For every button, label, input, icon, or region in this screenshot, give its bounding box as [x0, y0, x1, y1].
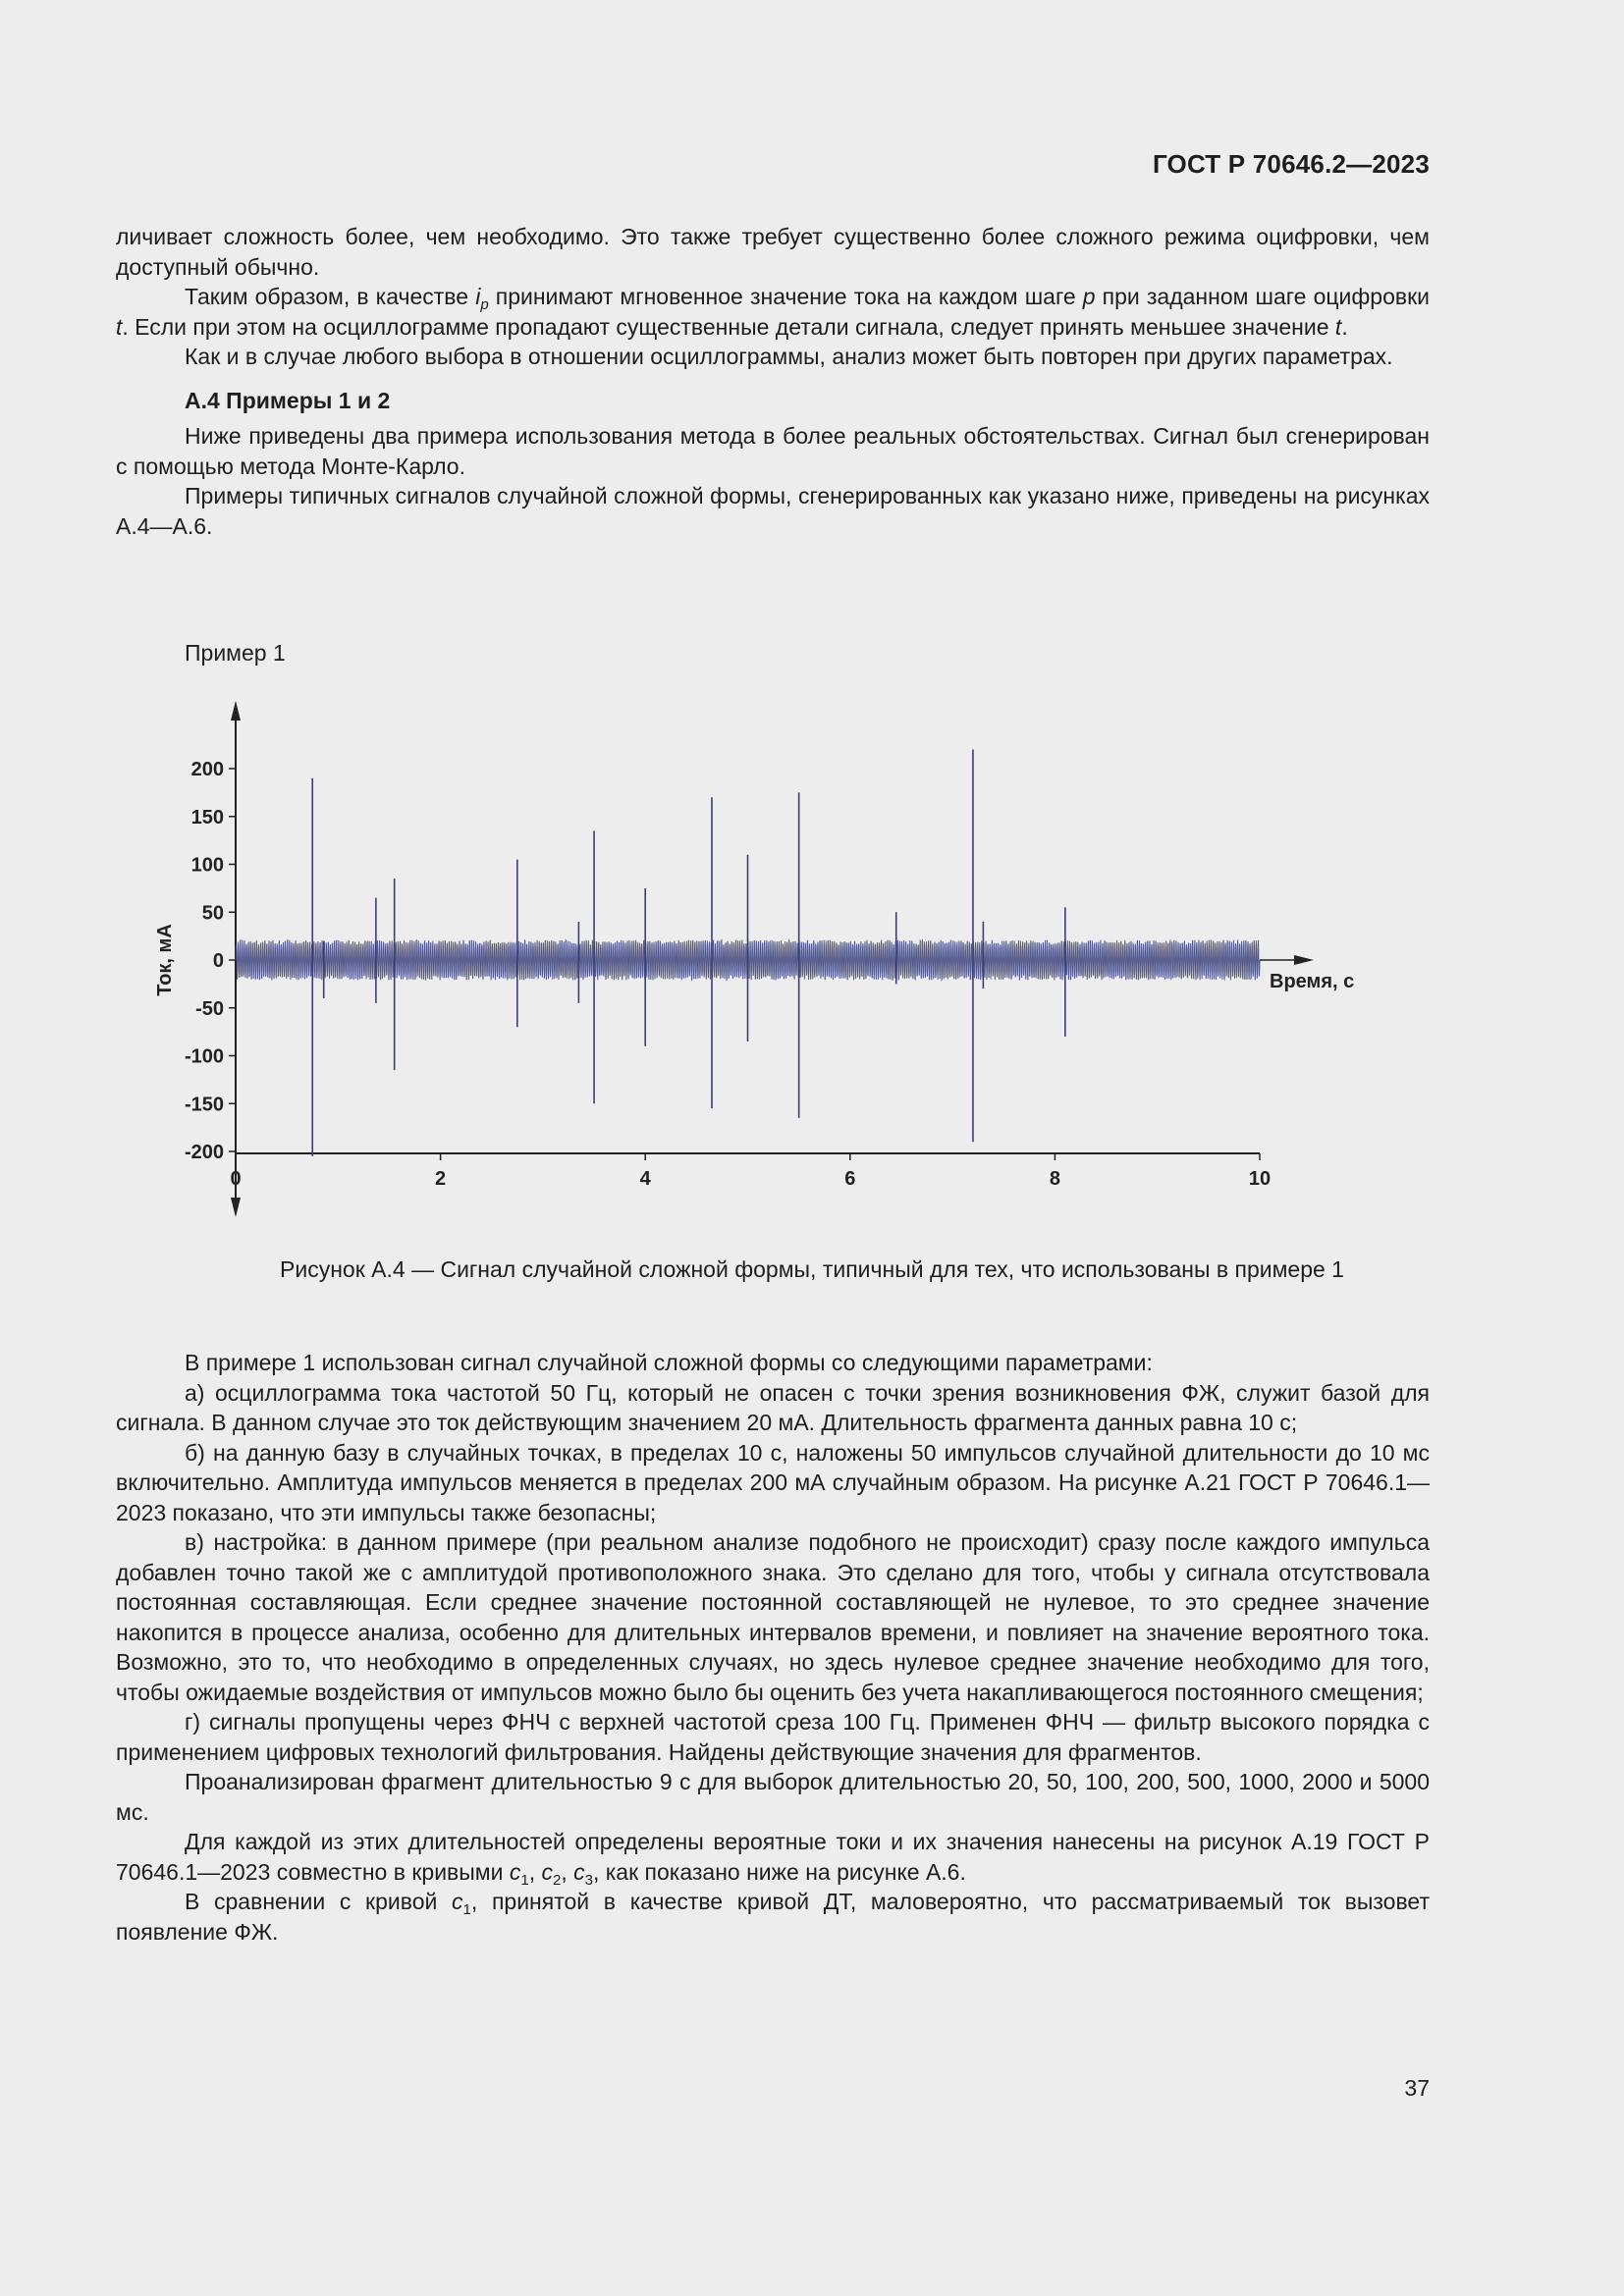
- x-axis-label: Время, с: [1270, 971, 1355, 992]
- list-item-a: а) осциллограмма тока частотой 50 Гц, который не опасен с точки зрения возникновения ФЖ, служит базой для сигнала. В данном случае это ток действующим значением 20 мА. Длительность фрагмента данных равна 10 с;: [116, 1379, 1430, 1435]
- y-tick-label: 50: [201, 902, 224, 925]
- y-axis-arrow-down: [231, 1198, 241, 1217]
- body-paragraph-1: В примере 1 использован сигнал случайной сложной формы со следующими параметрами:: [185, 1350, 1153, 1375]
- x-tick-label: 2: [435, 1168, 447, 1190]
- y-tick-label: -50: [195, 997, 224, 1020]
- intro-text: [116, 222, 1430, 541]
- body-paragraph-2: Проанализирован фрагмент длительностью 9 с для выборок длительностью 20, 50, 100, 200, 500, 1000, 2000 и 5000 мс.: [116, 1769, 1430, 1825]
- body-paragraph-4: В сравнении с кривой $c_1$, принятой в качестве кривой ДТ, маловероятно, что рассматриваемый ток вызовет появление ФЖ.: [116, 1889, 1430, 1945]
- y-tick-label: 150: [190, 806, 224, 828]
- y-tick-label: 0: [212, 950, 224, 972]
- time-axis-arrow: [1294, 955, 1314, 965]
- y-tick-label: 200: [190, 759, 224, 780]
- standard-header: ГОСТ Р 70646.2—2023: [1152, 149, 1430, 179]
- x-tick-label: 6: [844, 1168, 856, 1190]
- section-paragraph-2: Примеры типичных сигналов случайной сложной формы, сгенерированных как указано ниже, приведены на рисунках А.4—А.6.: [116, 483, 1430, 539]
- section-title: А.4 Примеры 1 и 2: [185, 387, 391, 413]
- y-tick-label: 100: [190, 854, 224, 877]
- figure-caption: Рисунок А.4 — Сигнал случайной сложной формы, типичный для тех, что использованы в примере 1: [280, 1256, 1344, 1282]
- signal-chart: [137, 687, 1375, 1237]
- intro-paragraph-2: Таким образом, в качестве $i_p$ принимают мгновенное значение тока на каждом шаге p при заданном шаге оцифровки t. Если при этом на осциллограмме пропадают существенные детали сигнала, следует принять меньшее значение t.: [116, 284, 1431, 340]
- x-tick-label: 8: [1049, 1168, 1060, 1190]
- list-item-g: г) сигналы пропущены через ФНЧ с верхней частотой среза 100 Гц. Применен ФНЧ — фильтр высокого порядка с применением цифровых технологий фильтрования. Найдены действующие значения для фрагментов.: [116, 1709, 1430, 1765]
- x-tick-label: 4: [639, 1168, 651, 1190]
- y-tick-label: -150: [184, 1094, 224, 1116]
- intro-paragraph-3: Как и в случае любого выбора в отношении осциллограммы, анализ может быть повторен при других параметрах.: [185, 344, 1393, 369]
- section-paragraph-1: Ниже приведены два примера использования метода в более реальных обстоятельствах. Сигнал был сгенерирован с помощью метода Монте-Карло.: [116, 423, 1430, 479]
- y-axis-arrow-up: [231, 701, 241, 721]
- x-tick-label: 0: [230, 1168, 242, 1190]
- example-label: Пример 1: [185, 640, 286, 666]
- body-paragraph-3: Для каждой из этих длительностей определены вероятные токи и их значения нанесены на рисунок А.19 ГОСТ Р 70646.1—2023 совместно в кривыми $c_1$, $c_2$, $c_3$, как показано ниже на рисунке А.6.: [116, 1829, 1430, 1889]
- y-tick-label: -100: [184, 1045, 224, 1068]
- list-item-b: б) на данную базу в случайных точках, в пределах 10 с, наложены 50 импульсов случайной длительности до 10 мс включительно. Амплитуда импульсов меняется в пределах 200 мА случайным образом. На рисунке А.21 ГОСТ Р 70646.1—2023 показано, что эти импульсы также безопасны;: [116, 1439, 1430, 1525]
- x-tick-label: 10: [1248, 1168, 1272, 1190]
- y-axis-label: Ток, мА: [154, 924, 176, 996]
- page-number: 37: [1404, 2075, 1430, 2101]
- intro-paragraph-1: личивает сложность более, чем необходимо. Это также требует существенно более сложного режима оцифровки, чем доступный обычно.: [116, 224, 1430, 280]
- body-text: [116, 1348, 1430, 1947]
- list-item-v: в) настройка: в данном примере (при реальном анализе подобного не происходит) сразу после каждого импульса добавлен точно такой же с амплитудой противоположного знака. Это сделано для того, чтобы у сигнала отсутствовала постоянная составляющая. Если среднее значение постоянной составляющей не нулевое, то это среднее значение накопится в процессе анализа, особенно для длительных интервалов времени, и повлияет на значение вероятного тока. Возможно, это то, что необходимо в определенных случаях, но здесь нулевое среднее значение необходимо для того, чтобы ожидаемые воздействия от импульсов можно было бы оценить без учета накапливающегося постоянного смещения;: [116, 1529, 1430, 1705]
- y-tick-label: -200: [184, 1142, 224, 1163]
